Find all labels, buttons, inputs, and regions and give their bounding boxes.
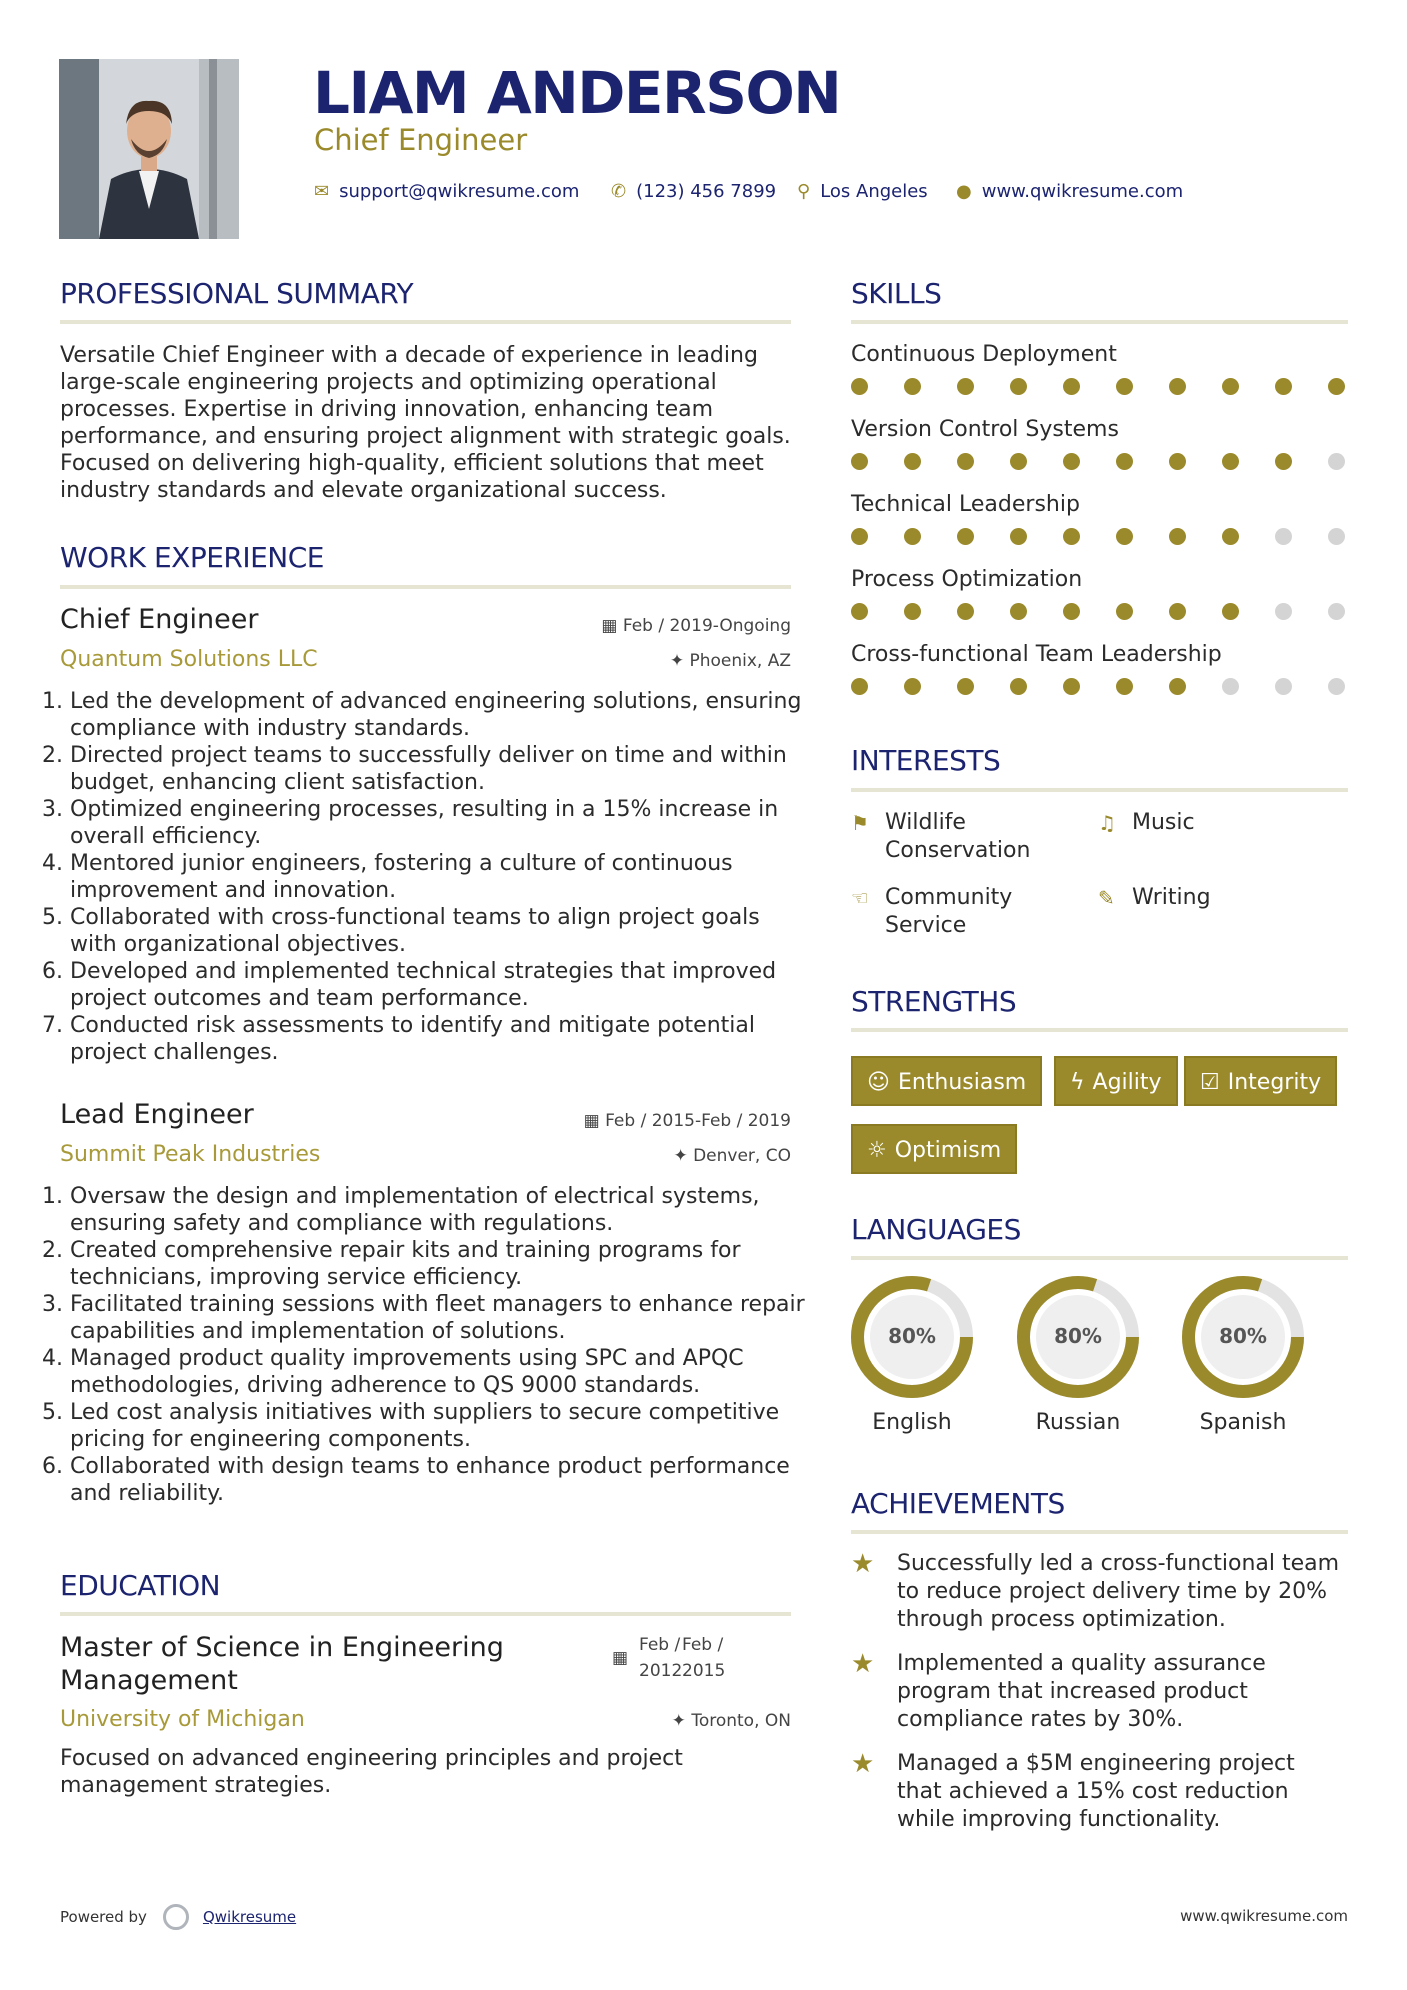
skill-dot: [1222, 603, 1239, 620]
skill-dot: [1222, 528, 1239, 545]
skill-item: [851, 342, 1351, 417]
smile-icon: ☺: [867, 1070, 890, 1095]
skill-dot: [1116, 453, 1133, 470]
strength-badge: ϟ Agility: [1054, 1056, 1178, 1106]
education-divider: [60, 1612, 791, 1616]
list-item: 2. Created comprehensive repair kits and training programs for technicians, improving service efficiency.: [70, 1237, 810, 1291]
list-item: 7. Conducted risk assessments to identify and mitigate potential project challenges.: [70, 1012, 810, 1066]
skill-dot: [851, 678, 868, 695]
skill-dot: [1222, 678, 1239, 695]
candidate-name: LIAM ANDERSON: [313, 59, 841, 127]
skill-dot: [1328, 678, 1345, 695]
skill-dot: [904, 603, 921, 620]
skill-dot: [957, 378, 974, 395]
candidate-title: Chief Engineer: [314, 123, 528, 157]
skill-dot: [1116, 603, 1133, 620]
profile-photo: [59, 59, 239, 239]
skill-level-dots: [851, 453, 1345, 470]
flag-icon: ⚑: [851, 811, 869, 835]
job-company: Quantum Solutions LLC: [60, 647, 318, 672]
job-bullets: [52, 1183, 810, 1507]
job-dates: ▦ Feb / 2015-Feb / 2019: [583, 1111, 791, 1131]
school-name: University of Michigan: [60, 1707, 305, 1732]
degree-title: Master of Science in Engineering Management: [60, 1632, 504, 1696]
skill-dot: [1116, 528, 1133, 545]
skill-level-dots: [851, 528, 1345, 545]
skill-dot: [1169, 378, 1186, 395]
list-item: 4. Managed product quality improvements using SPC and APQC methodologies, driving adherence to QS 9000 standards.: [70, 1345, 810, 1399]
skill-dot: [1328, 603, 1345, 620]
skill-name: Technical Leadership: [851, 492, 1080, 517]
job-company: Summit Peak Industries: [60, 1142, 321, 1167]
skill-dot: [1116, 378, 1133, 395]
interest-item: ⚑ Wildlife Conservation: [851, 810, 1031, 863]
job-location: ✦ Phoenix, AZ: [669, 651, 791, 671]
interests-heading: INTERESTS: [851, 744, 1001, 777]
job-title: Chief Engineer: [60, 604, 259, 635]
skill-dot: [1063, 378, 1080, 395]
skill-dot: [904, 378, 921, 395]
contact-location: ⚲ Los Angeles: [797, 181, 928, 202]
skill-dot: [1169, 453, 1186, 470]
language-percent: 80%: [1219, 1324, 1267, 1348]
footer-brand-link[interactable]: Qwikresume: [202, 1908, 297, 1926]
list-item: 3. Facilitated training sessions with fleet managers to enhance repair capabilities and implementation of solutions.: [70, 1291, 810, 1345]
interest-item: ✎ Writing: [1098, 885, 1211, 910]
skill-dot: [1063, 528, 1080, 545]
experience-heading: WORK EXPERIENCE: [60, 541, 324, 574]
achievements-heading: ACHIEVEMENTS: [851, 1487, 1065, 1520]
summary-text: Versatile Chief Engineer with a decade of experience in leading large-scale engineering projects and optimizing operational processes. Expertise in driving innovation, enhancing team performance, and ensuring project alignment with strategic goals. Focused on delivering high-quality, efficient solutions that meet industry standards and elevate organizational success.: [60, 343, 791, 503]
list-item: 6. Collaborated with design teams to enhance product performance and reliability.: [70, 1453, 810, 1507]
skills-divider: [851, 320, 1348, 324]
skill-dot: [904, 453, 921, 470]
education-location: ✦ Toronto, ON: [671, 1711, 791, 1731]
list-item: 3. Optimized engineering processes, resulting in a 15% increase in overall efficiency.: [70, 796, 810, 850]
language-name: Russian: [1035, 1410, 1121, 1435]
interests-divider: [851, 788, 1348, 792]
skill-level-dots: [851, 603, 1345, 620]
education-heading: EDUCATION: [60, 1569, 221, 1602]
check-icon: ☑: [1200, 1070, 1220, 1095]
skill-level-dots: [851, 378, 1345, 395]
achievement-item: ★ Successfully led a cross-functional team to reduce project delivery time by 20% through process optimization.: [851, 1549, 1340, 1632]
list-item: 5. Collaborated with cross-functional teams to align project goals with organizational objectives.: [70, 904, 810, 958]
language-name: English: [872, 1410, 952, 1435]
skill-dot: [1169, 528, 1186, 545]
contact-website[interactable]: ● www.qwikresume.com: [956, 181, 1184, 202]
skill-dot: [957, 453, 974, 470]
footer-url[interactable]: www.qwikresume.com: [1180, 1907, 1348, 1925]
skill-item: [851, 642, 1351, 717]
skill-item: [851, 492, 1351, 567]
skill-name: Process Optimization: [851, 567, 1083, 592]
star-icon: ★: [851, 1549, 875, 1579]
skill-dot: [851, 603, 868, 620]
sun-icon: ☼: [867, 1138, 887, 1163]
skill-dot: [1222, 378, 1239, 395]
job-title: Lead Engineer: [60, 1099, 254, 1130]
skill-dot: [904, 528, 921, 545]
strengths-divider: [851, 1028, 1348, 1032]
skill-level-dots: [851, 678, 1345, 695]
map-pin-icon: ⚲: [797, 181, 811, 202]
skill-dot: [1010, 678, 1027, 695]
skill-dot: [1010, 603, 1027, 620]
job-bullets: [52, 688, 810, 1066]
skill-dot: [1063, 678, 1080, 695]
skill-dot: [1275, 528, 1292, 545]
skills-heading: SKILLS: [851, 277, 942, 310]
language-name: Spanish: [1199, 1410, 1287, 1435]
skill-dot: [851, 528, 868, 545]
achievement-item: ★ Managed a $5M engineering project that achieved a 15% cost reduction while improving functionality.: [851, 1749, 1295, 1832]
skill-dot: [1010, 453, 1027, 470]
star-icon: ★: [851, 1749, 875, 1779]
strength-badge: ☺ Enthusiasm: [851, 1056, 1042, 1106]
strength-badge: ☑ Integrity: [1184, 1056, 1337, 1106]
skill-dot: [957, 678, 974, 695]
list-item: 1. Oversaw the design and implementation of electrical systems, ensuring safety and compliance with regulations.: [70, 1183, 810, 1237]
bolt-icon: ϟ: [1070, 1070, 1085, 1095]
skill-item: [851, 567, 1351, 642]
skill-item: [851, 417, 1351, 492]
skill-dot: [957, 603, 974, 620]
skill-dot: [1169, 603, 1186, 620]
list-item: 5. Led cost analysis initiatives with suppliers to secure competitive pricing for engineering components.: [70, 1399, 810, 1453]
skill-dot: [1275, 453, 1292, 470]
education-description: Focused on advanced engineering principles and project management strategies.: [60, 1746, 683, 1798]
pin-icon: ✦: [673, 1146, 694, 1166]
globe-icon: ●: [956, 181, 972, 202]
skill-dot: [957, 528, 974, 545]
pencil-icon: ✎: [1098, 886, 1115, 910]
envelope-icon: ✉: [314, 181, 330, 202]
calendar-icon: ▦: [612, 1648, 629, 1668]
job-location: ✦ Denver, CO: [673, 1146, 791, 1166]
languages-divider: [851, 1256, 1348, 1260]
achievement-item: ★ Implemented a quality assurance program that increased product compliance rates by 30%.: [851, 1649, 1266, 1732]
experience-divider: [60, 585, 791, 589]
skill-dot: [1328, 378, 1345, 395]
skills-list: [851, 342, 1351, 717]
interest-item: ♫ Music: [1098, 810, 1195, 835]
skill-dot: [1222, 453, 1239, 470]
skill-dot: [1328, 528, 1345, 545]
calendar-icon: ▦: [601, 616, 623, 636]
summary-divider: [60, 320, 791, 324]
qwikresume-logo-icon: [163, 1904, 189, 1930]
hand-icon: ☜: [851, 886, 869, 910]
language-percent: 80%: [888, 1324, 936, 1348]
skill-name: Continuous Deployment: [851, 342, 1117, 367]
strength-badge: ☼ Optimism: [851, 1124, 1017, 1174]
contact-email[interactable]: ✉ support@qwikresume.com: [314, 181, 580, 202]
list-item: 4. Mentored junior engineers, fostering a culture of continuous improvement and innovation.: [70, 850, 810, 904]
pin-icon: ✦: [671, 1711, 692, 1731]
skill-dot: [851, 453, 868, 470]
achievements-divider: [851, 1530, 1348, 1534]
contact-phone[interactable]: ✆ (123) 456 7899: [611, 181, 777, 202]
skill-dot: [1116, 678, 1133, 695]
interest-item: ☜ Community Service: [851, 885, 1013, 938]
list-item: 6. Developed and implemented technical strategies that improved project outcomes and team performance.: [70, 958, 810, 1012]
footer-powered: Powered by Qwikresume: [60, 1904, 296, 1930]
skill-dot: [1010, 378, 1027, 395]
skill-dot: [1275, 678, 1292, 695]
skill-dot: [1010, 528, 1027, 545]
skill-dot: [1063, 603, 1080, 620]
skill-dot: [904, 678, 921, 695]
skill-dot: [851, 378, 868, 395]
skill-name: Version Control Systems: [851, 417, 1119, 442]
skill-dot: [1169, 678, 1186, 695]
skill-dot: [1063, 453, 1080, 470]
skill-dot: [1328, 453, 1345, 470]
calendar-icon: ▦: [583, 1111, 606, 1131]
strengths-heading: STRENGTHS: [851, 985, 1017, 1018]
star-icon: ★: [851, 1649, 875, 1679]
skill-dot: [1275, 603, 1292, 620]
music-icon: ♫: [1098, 811, 1116, 835]
job-dates: ▦ Feb / 2019-Ongoing: [601, 616, 791, 636]
list-item: 2. Directed project teams to successfully deliver on time and within budget, enhancing client satisfaction.: [70, 742, 810, 796]
summary-heading: PROFESSIONAL SUMMARY: [60, 277, 414, 310]
language-percent: 80%: [1054, 1324, 1102, 1348]
languages-heading: LANGUAGES: [851, 1213, 1021, 1246]
phone-icon: ✆: [611, 181, 627, 202]
list-item: 1. Led the development of advanced engineering solutions, ensuring compliance with industry standards.: [70, 688, 810, 742]
pin-icon: ✦: [669, 651, 690, 671]
skill-dot: [1275, 378, 1292, 395]
skill-name: Cross-functional Team Leadership: [851, 642, 1222, 667]
